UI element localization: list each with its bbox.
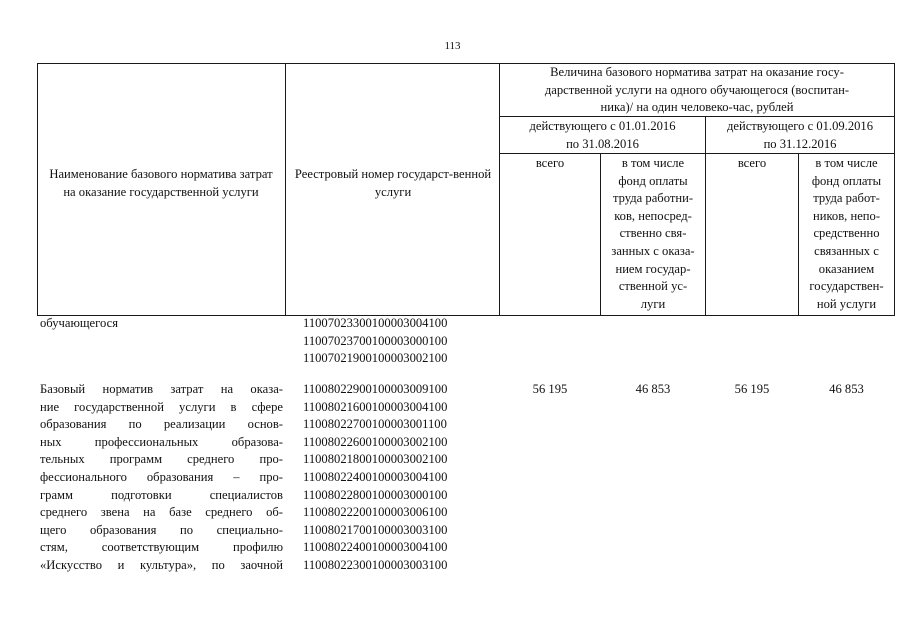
header-period-2: действующего с 01.09.2016 по 31.12.2016 [726, 119, 874, 151]
registry-code: 11008022300100003003100 [303, 557, 448, 572]
header-total-1: всего [535, 156, 565, 170]
header-name-column: Наименование базового норматива затрат на оказание государственной услуги [49, 167, 273, 199]
registry-code: 11008022400100003004100 [303, 469, 448, 484]
col-divider-registry [499, 63, 500, 316]
table-right-border [894, 63, 895, 316]
header-period-1: действующего с 01.01.2016 по 31.08.2016 [529, 119, 676, 151]
value-title-line: Величина базового норматива затрат на оказание госу- [550, 65, 844, 79]
registry-code: 11007023700100003000100 [303, 333, 448, 348]
main-row-fot-2: 46 853 [829, 382, 864, 396]
registry-code: 11007023300100003004100 [303, 316, 448, 330]
name-line: щего образования по специально- [40, 522, 283, 537]
page-number: 113 [444, 40, 461, 52]
name-line: Базовый норматив затрат на оказа- [40, 382, 283, 396]
name-line: тельных программ среднего про- [40, 452, 283, 467]
registry-code: 11008021600100003004100 [303, 399, 448, 414]
name-line: фессионального образования – про- [40, 469, 283, 484]
registry-code: 11008022900100003009100 [303, 382, 448, 396]
value-title-line: дарственной услуги на одного обучающегося (воспитан- [544, 82, 850, 97]
col-divider-name [285, 63, 286, 316]
main-row-name [40, 381, 283, 575]
registry-code: 11008022400100003004100 [303, 540, 448, 555]
header-registry-column: Реестровый номер государст-венной услуги [294, 167, 492, 199]
header-value-title [502, 64, 892, 117]
value-title-line: ника)/ на один человеко-час, рублей [600, 100, 794, 115]
name-line: «Искусство и культура», по заочной [40, 557, 283, 572]
header-total-2: всего [737, 156, 767, 170]
registry-code: 11008021700100003003100 [303, 522, 448, 537]
registry-code: 11008022700100003001100 [303, 417, 447, 432]
table-left-border [37, 63, 38, 316]
header-fot-2: в том числе фонд оплаты труда работ- ников, непо- средственно связанных с оказанием государствен- ной услуги [809, 156, 884, 311]
header-fot-1: в том числе фонд оплаты труда работни- ков, непосред- ственно свя- занных с оказа- нием государ- ственной ус- луги [611, 156, 695, 311]
registry-code: 11008022200100003006100 [303, 505, 448, 520]
name-line: образования по реализации основ- [40, 417, 283, 432]
registry-code: 11008022600100003002100 [303, 434, 448, 449]
name-line: ние государственной услуги в сфере [40, 399, 283, 414]
registry-code: 11007021900100003002100 [303, 351, 448, 366]
continuation-row-name: обучающегося [40, 316, 118, 330]
name-line: стям, соответствующим профилю [40, 540, 283, 555]
registry-code: 11008021800100003002100 [303, 452, 448, 467]
main-row-total-1: 56 195 [532, 382, 568, 396]
main-row-total-2: 56 195 [734, 382, 770, 396]
name-line: среднего звена на базе среднего об- [40, 505, 283, 520]
main-row-codes [303, 381, 499, 575]
registry-code: 11008022800100003000100 [303, 487, 448, 502]
main-row-fot-1: 46 853 [635, 382, 671, 396]
name-line: ных профессиональных образова- [40, 434, 283, 449]
continuation-row-codes [303, 315, 499, 368]
name-line: грамм подготовки специалистов [40, 487, 283, 502]
